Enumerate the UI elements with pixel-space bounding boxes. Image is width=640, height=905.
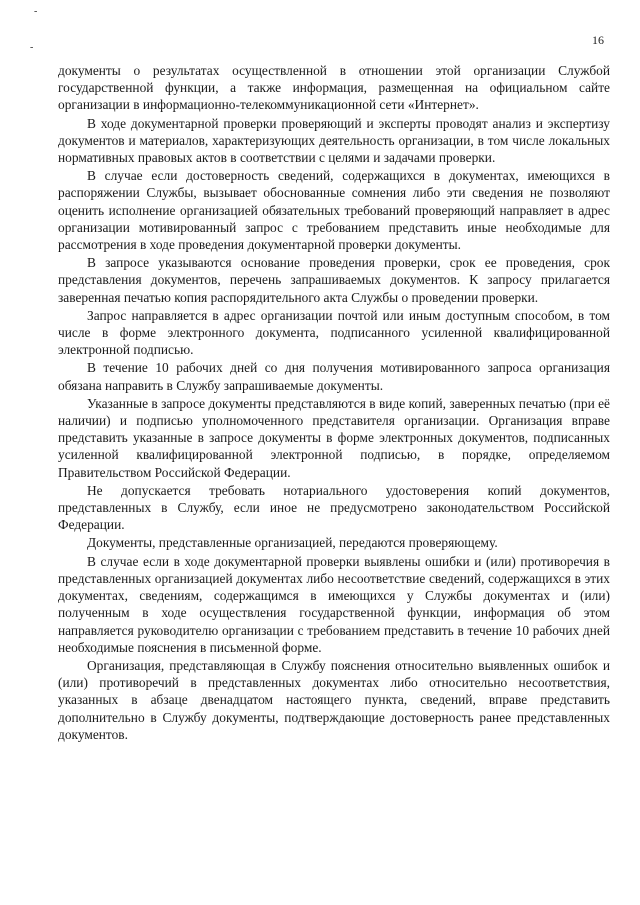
margin-mark: - xyxy=(34,6,38,17)
paragraph-reliability-doubts: В случае если достоверность сведений, содержащихся в документах, имеющихся в распоряжении Службы, вызывает обоснованные сомнения либо эти сведения не позволяют оценить исполнение организацией обязательных требований проверяющий направляет в адрес организации мотивированный запрос с требованием представить иные необходимые для рассмотрения в ходе проведения документарной проверки документы. xyxy=(58,168,610,253)
paragraph-request-delivery: Запрос направляется в адрес организации почтой или иным доступным способом, в том числе в форме электронного документа, подписанного усиленной квалифицированной электронной подписью. xyxy=(58,307,610,358)
paragraph-continuation: документы о результатах осуществленной в отношении этой организации Службой государственной функции, а также информация, размещенная на официальном сайте организации в информационно-телекоммуникационной сети «Интернет». xyxy=(58,63,610,113)
paragraph-transfer: Документы, представленные организацией, передаются проверяющему. xyxy=(87,535,498,551)
paragraph-explanations: Организация, представляющая в Службу пояснения относительно выявленных ошибок и (или) противоречий в представленных документах либо относительно несоответствия, указанных в абзаце двенадцатом настоящего пункта, сведений, вправе представить дополнительно в Службу документы, подтверждающие достоверность ранее представленных документов. xyxy=(58,657,610,742)
document-body xyxy=(58,62,610,744)
margin-mark: - xyxy=(30,42,34,53)
paragraph-notarization: Не допускается требовать нотариального удостоверения копий документов, представленных в Службу, если иное не предусмотрено законодательством Российской Федерации. xyxy=(58,482,610,533)
paragraph-response-deadline: В течение 10 рабочих дней со дня получения мотивированного запроса организация обязана направить в Службу запрашиваемые документы. xyxy=(58,360,610,393)
paragraph-errors-found: В случае если в ходе документарной проверки выявлены ошибки и (или) противоречия в представленных организацией документах либо несоответствие сведений, содержащихся в этих документах, сведениям, содержащимся в имеющихся у Службы документах и (или) полученным в ходе осуществления государственной функции, информация об этом направляется руководителю организации с требованием представить в течение 10 рабочих дней необходимые пояснения в письменной форме. xyxy=(58,553,610,655)
paragraph-expert-analysis: В ходе документарной проверки проверяющий и эксперты проводят анализ и экспертизу документов и материалов, характеризующих деятельность организации, в том числе локальных нормативных правовых актов в соответствии с целями и задачами проверки. xyxy=(58,115,610,166)
paragraph-request-contents: В запросе указываются основание проведения проверки, срок ее проведения, срок представления документов, перечень запрашиваемых документов. К запросу прилагается заверенная печатью копия распорядительного акта Службы о проведении проверки. xyxy=(58,255,610,305)
page-number: 16 xyxy=(592,33,604,47)
paragraph-document-copies: Указанные в запросе документы представляются в виде копий, заверенных печатью (при её наличии) и подписью уполномоченного представителя организации. Организация вправе представить указанные в запросе документы в форме электронных документов, подписанных усиленной квалифицированной электронной подписью, в порядке, определяемом Правительством Российской Федерации. xyxy=(58,395,610,480)
